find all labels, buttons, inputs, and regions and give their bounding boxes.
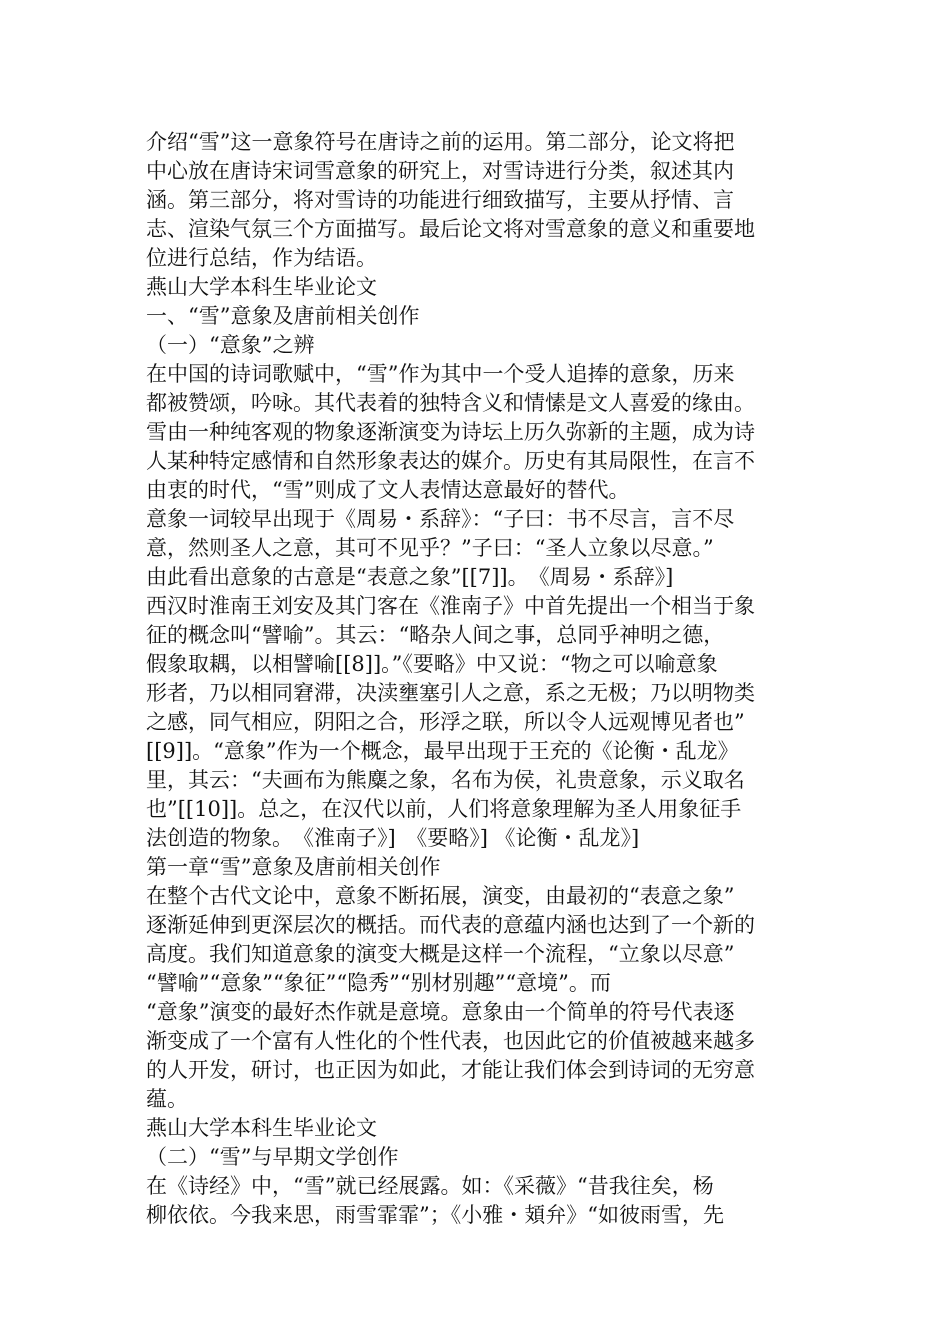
section-heading: 一、“雪”意象及唐前相关创作 [146, 304, 420, 328]
text-line: 在《诗经》中，“雪”就已经展露。如：《采薇》“昔我往矣，杨 [146, 1174, 714, 1198]
text-line: “意象”演变的最好杰作就是意境。意象由一个简单的符号代表逐 [146, 1000, 735, 1024]
running-header: 燕山大学本科生毕业论文 [146, 275, 377, 299]
text-line: 征的概念叫“譬喻”。其云：“略杂人间之事，总同乎神明之德， [146, 623, 725, 647]
text-line: 形者，乃以相同窘滞，决渎壅塞引人之意，系之无极；乃以明物类 [146, 681, 755, 705]
text-line: 都被赞颂，吟咏。其代表着的独特含义和情愫是文人喜爱的缘由。 [146, 391, 755, 415]
text-line: 在中国的诗词歌赋中，“雪”作为其中一个受人追捧的意象，历来 [146, 362, 735, 386]
text-line: 雪由一种纯客观的物象逐渐演变为诗坛上历久弥新的主题，成为诗 [146, 420, 755, 444]
text-line: 志、渲染气氛三个方面描写。最后论文将对雪意象的意义和重要地 [146, 217, 755, 241]
text-line: 位进行总结，作为结语。 [146, 246, 377, 270]
text-line: 意，然则圣人之意，其可不见乎？”子曰：“圣人立象以尽意。” [146, 536, 714, 560]
text-line: 西汉时淮南王刘安及其门客在《淮南子》中首先提出一个相当于象 [146, 594, 755, 618]
document-page [146, 128, 810, 1230]
text-line: 法创造的物象。 《淮南子》] 《要略》] 《论衡・乱龙》] [146, 826, 640, 850]
text-line: 涵。第三部分，将对雪诗的功能进行细致描写，主要从抒情、言 [146, 188, 734, 212]
text-line: 介绍“雪”这一意象符号在唐诗之前的运用。第二部分，论文将把 [146, 130, 735, 154]
text-line: 中心放在唐诗宋词雪意象的研究上，对雪诗进行分类，叙述其内 [146, 159, 734, 183]
subsection-heading: （二）“雪”与早期文学创作 [146, 1145, 399, 1169]
text-line: 意象一词较早出现于《周易・系辞》：“子曰：书不尽言，言不尽 [146, 507, 735, 531]
text-line: 人某种特定感情和自然形象表达的媒介。历史有其局限性，在言不 [146, 449, 755, 473]
text-line: 里，其云：“夫画布为熊麋之象，名布为侯，礼贵意象，示义取名 [146, 768, 745, 792]
text-line: 由衷的时代，“雪”则成了文人表情达意最好的替代。 [146, 478, 630, 502]
text-line: 也”[[10]]。总之，在汉代以前，人们将意象理解为圣人用象征手 [146, 797, 742, 821]
text-line: 逐渐延伸到更深层次的概括。而代表的意蕴内涵也达到了一个新的 [146, 913, 755, 937]
text-line: 柳依依。今我来思，雨雪霏霏”；《小雅・頍弁》“如彼雨雪，先 [146, 1203, 724, 1227]
text-line: 蕴。 [146, 1087, 188, 1111]
text-line: 在整个古代文论中，意象不断拓展，演变，由最初的“表意之象” [146, 884, 735, 908]
text-line: 假象取耦，以相譬喻[[8]]。”《要略》中又说：“物之可以喻意象 [146, 652, 718, 676]
text-line: 渐变成了一个富有人性化的个性代表，也因此它的价值被越来越多 [146, 1029, 755, 1053]
text-line: 之感，同气相应，阴阳之合，形浮之联，所以令人远观博见者也” [146, 710, 745, 734]
text-line: [[9]]。“意象”作为一个概念，最早出现于王充的《论衡・乱龙》 [146, 739, 739, 763]
running-header: 燕山大学本科生毕业论文 [146, 1116, 377, 1140]
text-line: 高度。我们知道意象的演变大概是这样一个流程，“立象以尽意” [146, 942, 735, 966]
text-line: 的人开发，研讨，也正因为如此，才能让我们体会到诗词的无穷意 [146, 1058, 755, 1082]
text-line: “譬喻”“意象”“象征”“隐秀”“别材别趣”“意境”。而 [146, 971, 611, 995]
subsection-heading: （一）“意象”之辨 [146, 333, 315, 357]
text-line: 由此看出意象的古意是“表意之象”[[7]]。 《周易・系辞》] [146, 565, 674, 589]
chapter-heading: 第一章“雪”意象及唐前相关创作 [146, 855, 441, 879]
